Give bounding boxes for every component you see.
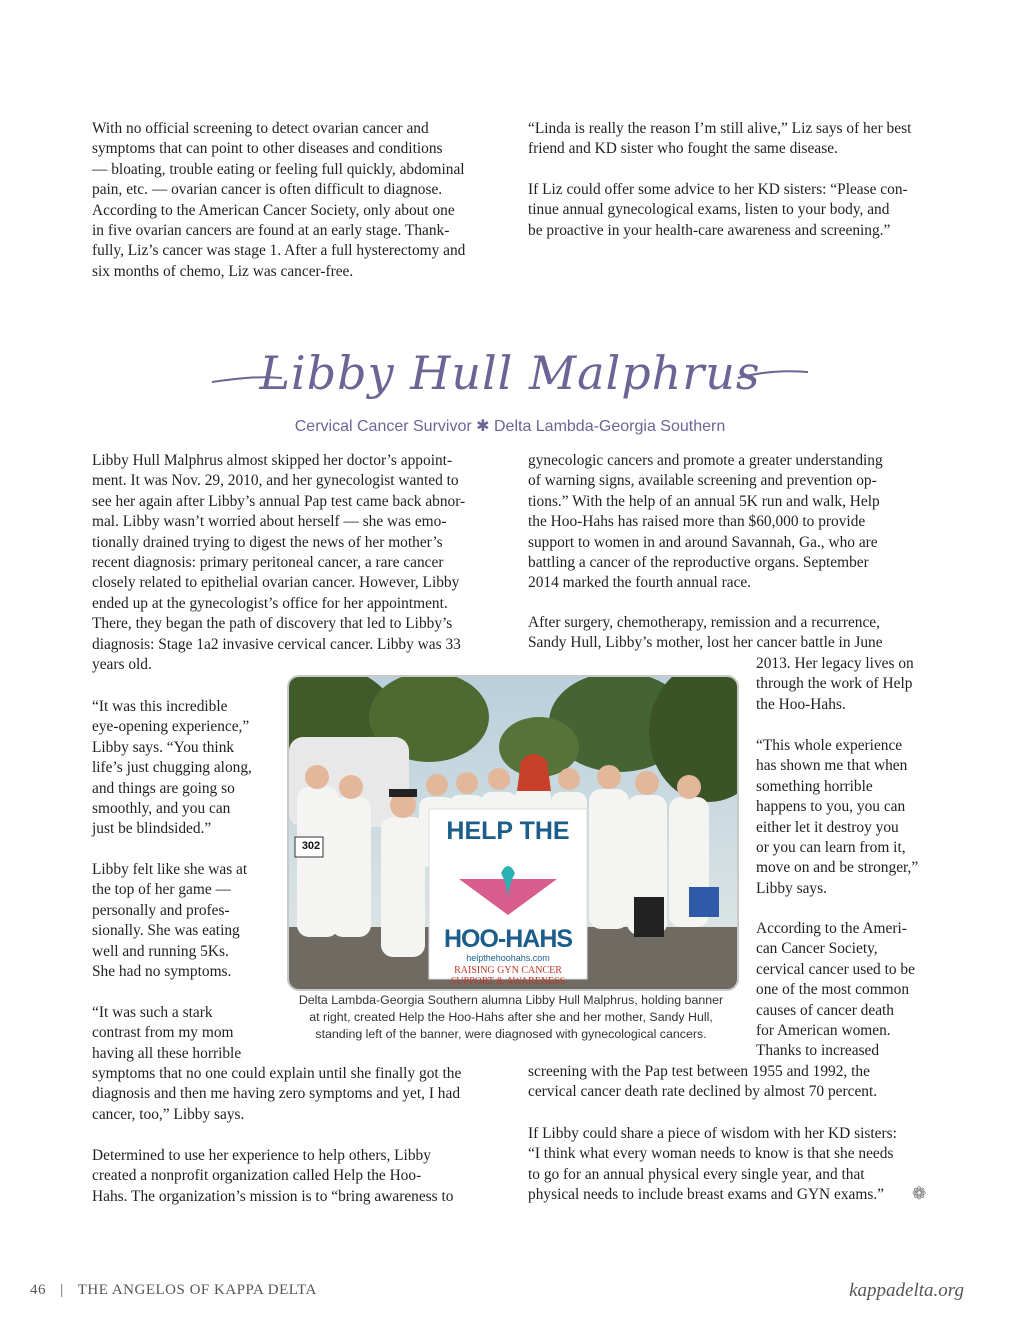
text-line: diagnosis and then me having zero symptoms and yet, I had <box>92 1085 461 1103</box>
text-line: be proactive in your health-care awareness and screening.” <box>528 221 891 239</box>
text-line: ment. It was Nov. 29, 2010, and her gynecologist wanted to <box>92 472 459 490</box>
text-line: well and running 5Ks. <box>92 942 229 960</box>
text-line: 2014 marked the fourth annual race. <box>528 574 752 592</box>
text-line: According to the American Cancer Society, only about one <box>92 201 455 219</box>
text-line: either let it destroy you <box>756 818 899 836</box>
text-line: — bloating, trouble eating or feeling full quickly, abdominal <box>92 160 465 178</box>
text-line: the Hoo-Hahs. <box>756 695 846 713</box>
text-line: “It was this incredible <box>92 698 228 715</box>
text-line: 2013. Her legacy lives on <box>756 655 914 672</box>
text-line: tionally drained trying to digest the news of her mother’s <box>92 533 443 551</box>
right-paragraph-4a <box>756 919 915 1062</box>
text-line: and things are going so <box>92 779 235 797</box>
text-line: Sandy Hull, Libby’s mother, lost her cancer battle in June <box>528 634 883 652</box>
text-line: something horrible <box>756 777 873 795</box>
left-paragraph-3 <box>92 860 247 982</box>
text-line: eye-opening experience,” <box>92 718 250 736</box>
text-line: Determined to use her experience to help others, Libby <box>92 1147 431 1164</box>
right-paragraph-3 <box>756 736 918 899</box>
text-line: closely related to epithelial ovarian cancer. However, Libby <box>92 574 460 592</box>
text-line: to go for an annual physical every single year, and that <box>528 1165 865 1183</box>
text-line: cancer, too,” Libby says. <box>92 1105 245 1123</box>
text-line: contrast from my mom <box>92 1024 234 1042</box>
text-line: diagnosis: Stage 1a2 invasive cervical cancer. Libby was 33 <box>92 635 461 653</box>
left-paragraph-4a <box>92 1003 241 1064</box>
article-title <box>200 338 820 418</box>
text-line: the top of her game — <box>92 881 231 899</box>
text-line: standing left of the banner, were diagnosed with gynecological cancers. <box>315 1027 707 1041</box>
text-line: happens to you, you can <box>756 798 906 816</box>
text-line: mal. Libby wasn’t worried about herself — she was emo- <box>92 513 447 531</box>
text-line: can Cancer Society, <box>756 940 878 958</box>
text-line: Hahs. The organization’s mission is to “bring awareness to <box>92 1187 454 1205</box>
text-line: has shown me that when <box>756 757 908 775</box>
text-line: at right, created Help the Hoo-Hahs after she and her mother, Sandy Hull, <box>309 1010 713 1024</box>
text-line: After surgery, chemotherapy, remission and a recurrence, <box>528 614 880 631</box>
text-line: physical needs to include breast exams and GYN exams.” <box>528 1186 885 1204</box>
photo-caption <box>270 992 752 1043</box>
text-line: Libby felt like she was at <box>92 861 248 878</box>
text-line: in five ovarian cancers are found at an early stage. Thank- <box>92 222 450 240</box>
text-line: “Linda is really the reason I’m still alive,” Liz says of her best <box>528 120 912 137</box>
text-line: for American women. <box>756 1022 891 1040</box>
footer-separator: | <box>60 1282 64 1298</box>
text-line: screening with the Pap test between 1955 and 1992, the <box>528 1063 870 1080</box>
text-line: pain, etc. — ovarian cancer is often difficult to diagnose. <box>92 181 443 199</box>
text-line: cervical cancer death rate declined by almost 70 percent. <box>528 1083 878 1101</box>
liz-advice-paragraph <box>528 180 908 241</box>
text-line: symptoms that no one could explain until she finally got the <box>92 1065 462 1082</box>
text-line: fully, Liz’s cancer was stage 1. After a full hysterectomy and <box>92 242 466 260</box>
text-line: smoothly, and you can <box>92 800 231 818</box>
left-paragraph-5 <box>92 1146 453 1207</box>
text-line: recent diagnosis: primary peritoneal cancer, a rare cancer <box>92 554 444 572</box>
text-line: friend and KD sister who fought the same disease. <box>528 140 838 158</box>
text-line: personally and profes- <box>92 901 230 919</box>
title-text: Libby Hull Malphrus <box>259 346 761 400</box>
text-line: symptoms that can point to other diseases and conditions <box>92 140 443 158</box>
right-paragraph-4b <box>528 1062 877 1103</box>
banner-url: helpthehoohahs.com <box>466 953 550 963</box>
text-line: tinue annual gynecological exams, listen to your body, and <box>528 201 890 219</box>
left-paragraph-1 <box>92 451 465 675</box>
text-line: six months of chemo, Liz was cancer-free. <box>92 262 354 280</box>
end-mark-icon: ❁ <box>912 1184 927 1203</box>
text-line: the Hoo-Hahs has raised more than $60,000 to provide <box>528 513 866 531</box>
group-photo <box>287 675 739 991</box>
text-line: Libby says. <box>756 879 827 897</box>
right-paragraph-1 <box>528 451 883 594</box>
text-line: life’s just chugging along, <box>92 759 252 777</box>
text-line: There, they began the path of discovery that led to Libby’s <box>92 615 453 633</box>
text-line: According to the Ameri- <box>756 920 907 937</box>
footer-publication <box>30 1282 317 1299</box>
banner-line-1: HELP THE <box>446 817 570 845</box>
left-paragraph-4b <box>92 1064 461 1125</box>
text-line: She had no symptoms. <box>92 963 232 981</box>
text-line: “This whole experience <box>756 737 903 754</box>
banner-line-2: HOO-HAHS <box>443 925 573 953</box>
text-line: sionally. She was eating <box>92 922 240 940</box>
linda-quote-paragraph <box>528 119 911 160</box>
text-line: “I think what every woman needs to know is that she needs <box>528 1145 894 1163</box>
text-line: support to women in and around Savannah, Ga., who are <box>528 533 878 551</box>
text-line: of warning signs, available screening and prevention op- <box>528 472 877 490</box>
text-line: cervical cancer used to be <box>756 960 915 978</box>
left-paragraph-2 <box>92 697 252 840</box>
text-line: Libby Hull Malphrus almost skipped her doctor’s appoint- <box>92 452 453 469</box>
page-number: 46 <box>30 1282 46 1298</box>
intro-paragraph-left <box>92 119 465 282</box>
text-line: If Libby could share a piece of wisdom with her KD sisters: <box>528 1125 897 1142</box>
text-line: ended up at the gynecologist’s office for her appointment. <box>92 594 448 612</box>
text-line: having all these horrible <box>92 1044 242 1062</box>
text-line: years old. <box>92 656 152 674</box>
banner-tagline: RAISING GYN CANCER SUPPORT & AWARENESS <box>450 965 566 987</box>
text-line: gynecologic cancers and promote a greater understanding <box>528 452 883 469</box>
right-paragraph-2b <box>756 654 914 715</box>
text-line: Thanks to increased <box>756 1042 880 1060</box>
text-line: If Liz could offer some advice to her KD sisters: “Please con- <box>528 181 908 198</box>
article-subtitle: Cervical Cancer Survivor ✱ Delta Lambda-Georgia Southern <box>294 418 726 435</box>
footer-website: kappadelta.org <box>849 1280 964 1301</box>
text-line: Libby says. “You think <box>92 738 235 756</box>
text-line: through the work of Help <box>756 675 913 693</box>
publication-name: THE ANGELOS OF KAPPA DELTA <box>77 1282 317 1298</box>
text-line: just be blindsided.” <box>92 820 212 838</box>
right-paragraph-2a <box>528 613 883 654</box>
right-paragraph-5 <box>528 1124 897 1206</box>
text-line: one of the most common <box>756 981 910 999</box>
text-line: Delta Lambda-Georgia Southern alumna Libby Hull Malphrus, holding banner <box>298 993 724 1007</box>
text-line: causes of cancer death <box>756 1001 895 1019</box>
race-bib-number: 302 <box>301 840 321 852</box>
text-line: With no official screening to detect ovarian cancer and <box>92 120 429 137</box>
text-line: “It was such a stark <box>92 1004 213 1021</box>
text-line: battling a cancer of the reproductive organs. September <box>528 554 869 572</box>
text-line: see her again after Libby’s annual Pap test came back abnor- <box>92 492 466 510</box>
text-line: tions.” With the help of an annual 5K run and walk, Help <box>528 492 880 510</box>
text-line: created a nonprofit organization called Help the Hoo- <box>92 1167 422 1185</box>
text-line: or you can learn from it, <box>756 839 906 857</box>
text-line: move on and be stronger,” <box>756 859 919 877</box>
